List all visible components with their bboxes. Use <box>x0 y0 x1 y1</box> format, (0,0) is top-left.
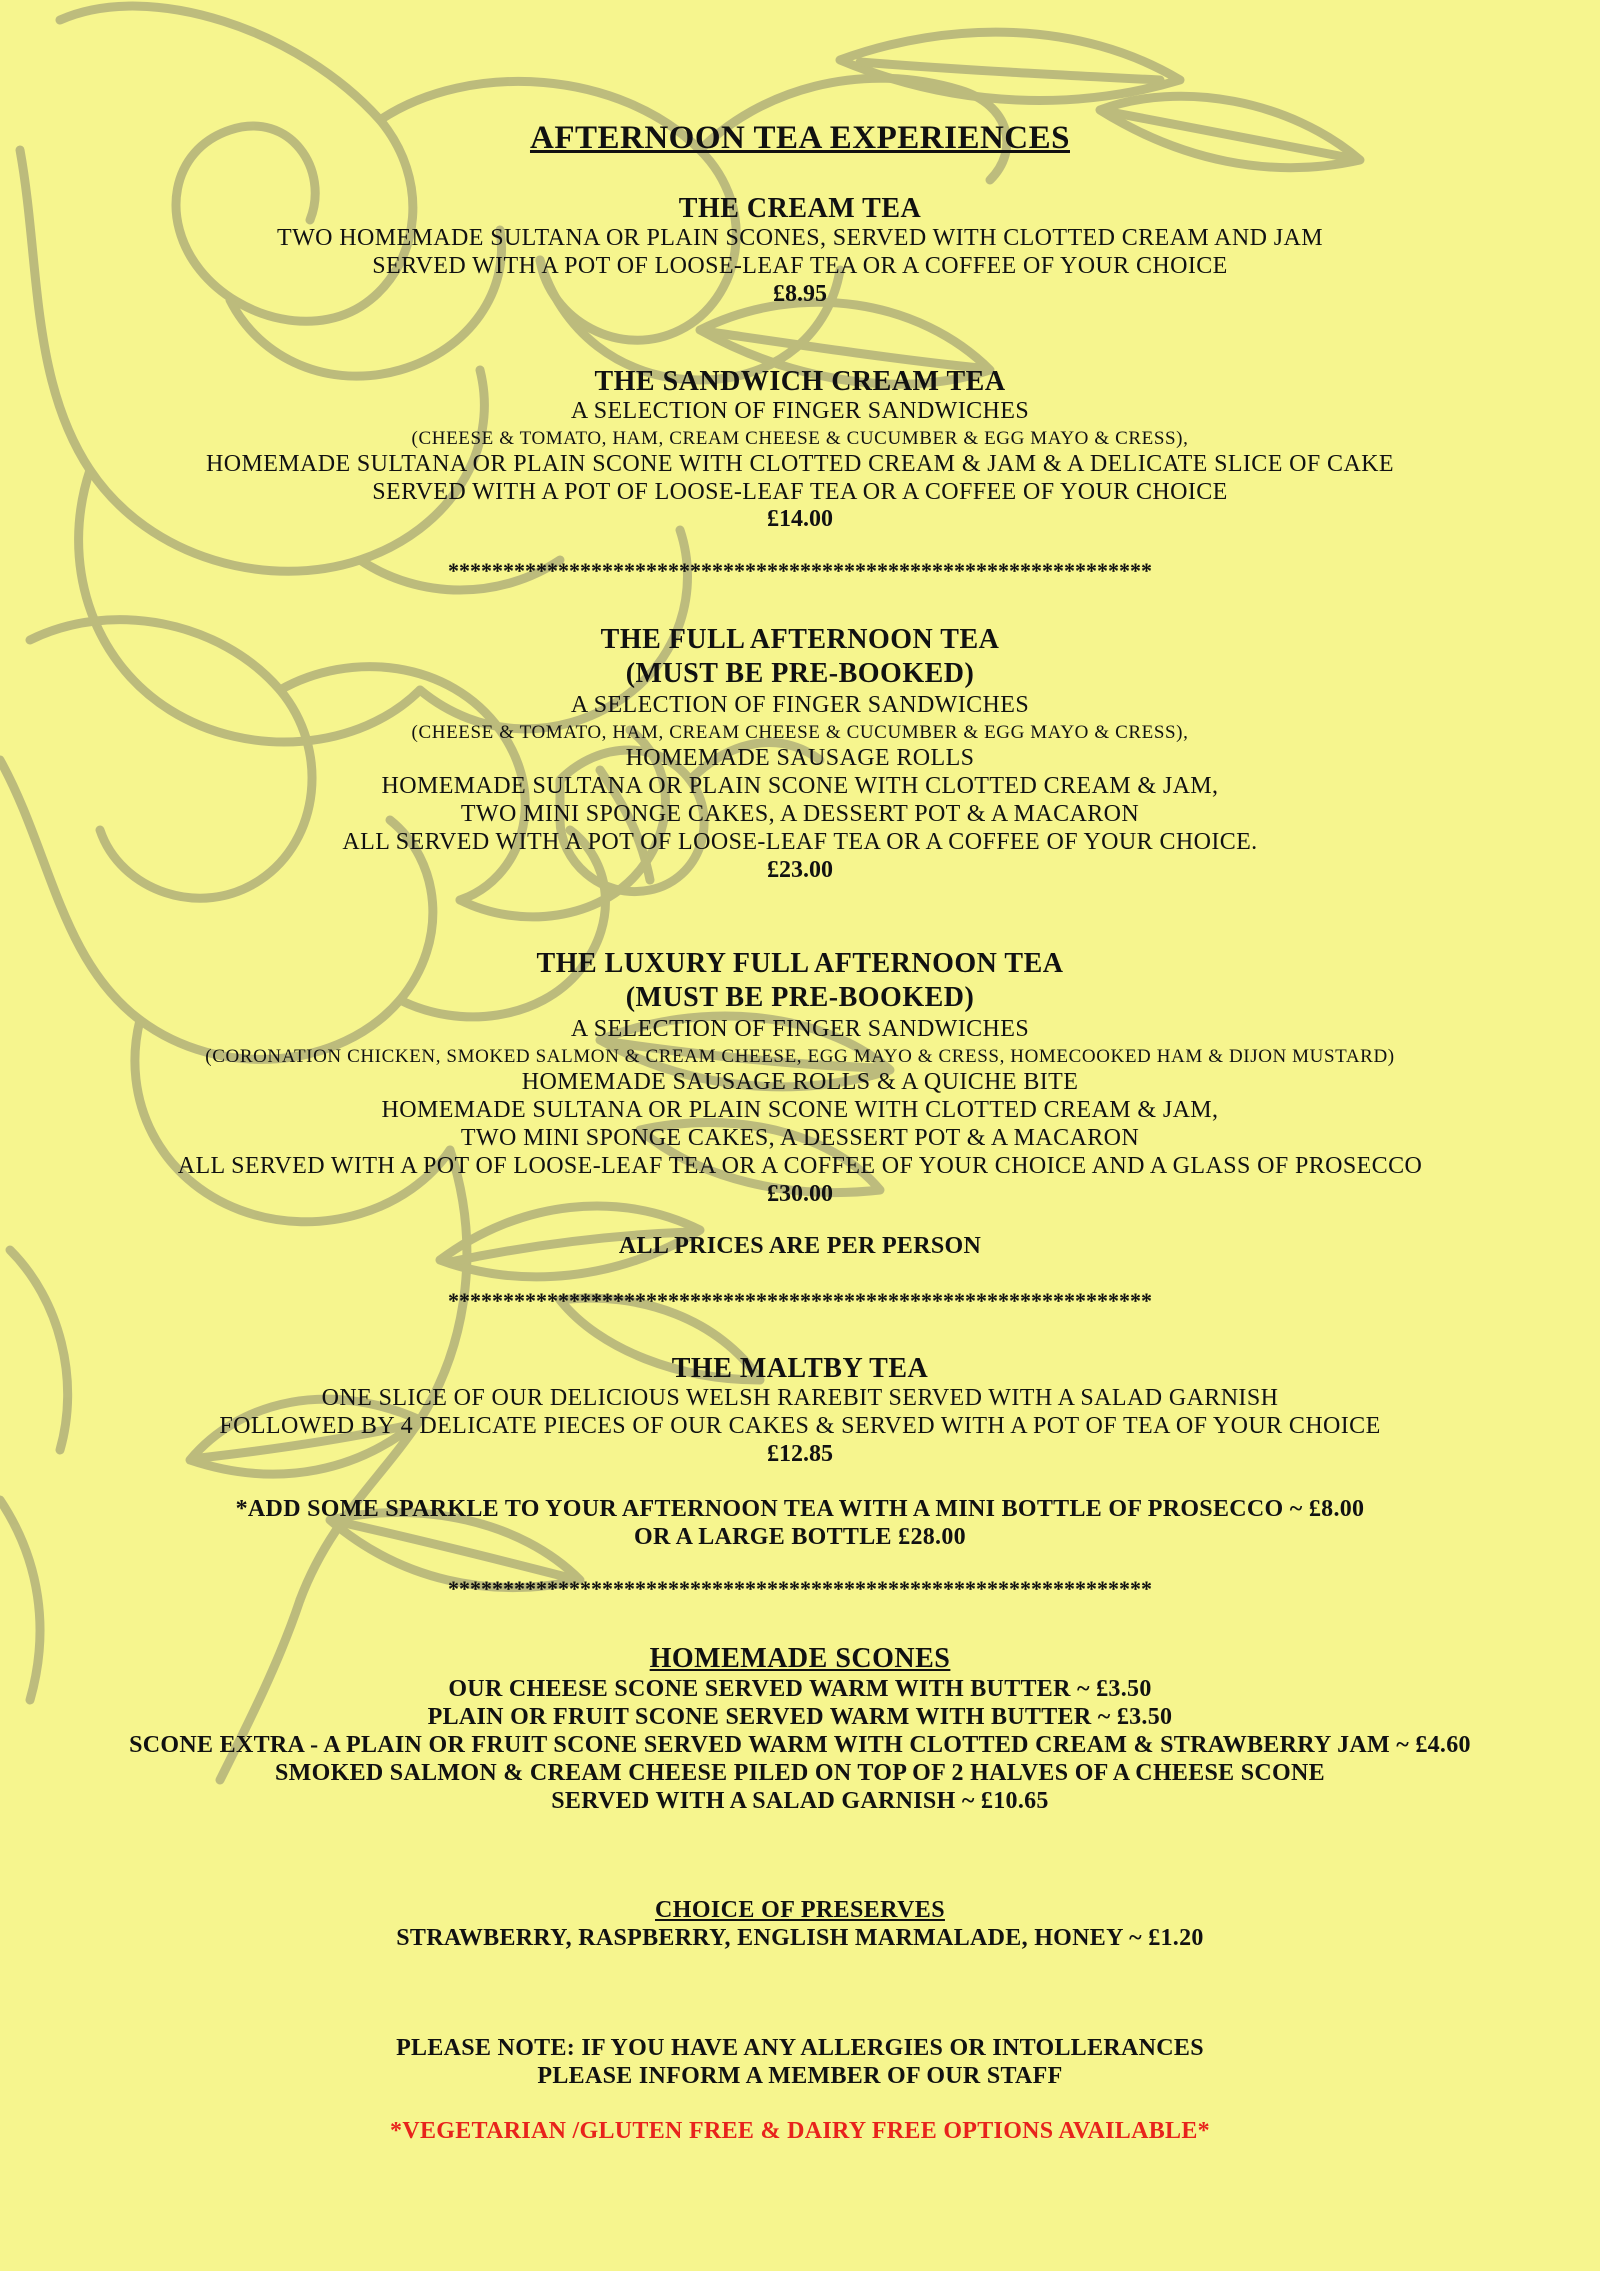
full-tea-desc-5: ALL SERVED WITH A POT OF LOOSE-LEAF TEA OR A COFFEE OF YOUR CHOICE. <box>342 829 1258 855</box>
maltby-tea-desc-1: ONE SLICE OF OUR DELICIOUS WELSH RAREBIT SERVED WITH A SALAD GARNISH <box>321 1385 1279 1411</box>
scone-item: SCONE EXTRA - A PLAIN OR FRUIT SCONE SERVED WARM WITH CLOTTED CREAM & STRAWBERRY JAM ~ £4.60 <box>129 1732 1471 1758</box>
luxury-tea-desc-4: TWO MINI SPONGE CAKES, A DESSERT POT & A MACARON <box>460 1125 1140 1151</box>
scones-heading: HOMEMADE SCONES <box>649 1643 951 1674</box>
luxury-tea-desc-1: A SELECTION OF FINGER SANDWICHES <box>570 1016 1030 1042</box>
luxury-tea-price: £30.00 <box>767 1181 833 1207</box>
per-person-note: ALL PRICES ARE PER PERSON <box>618 1233 982 1259</box>
cream-tea-desc-2: SERVED WITH A POT OF LOOSE-LEAF TEA OR A COFFEE OF YOUR CHOICE <box>372 253 1228 279</box>
maltby-tea-title: THE MALTBY TEA <box>671 1353 929 1384</box>
luxury-tea-desc-5: ALL SERVED WITH A POT OF LOOSE-LEAF TEA OR A COFFEE OF YOUR CHOICE AND A GLASS OF PROSECCO <box>177 1153 1423 1179</box>
sandwich-tea-title: THE SANDWICH CREAM TEA <box>594 366 1006 397</box>
page-title: AFTERNOON TEA EXPERIENCES <box>529 120 1070 156</box>
divider: **************************************************************** <box>448 1576 1152 1601</box>
preserves-items: STRAWBERRY, RASPBERRY, ENGLISH MARMALADE, HONEY ~ £1.20 <box>396 1925 1204 1951</box>
sandwich-tea-price: £14.00 <box>767 506 833 532</box>
maltby-tea-price: £12.85 <box>767 1441 833 1467</box>
cream-tea-title: THE CREAM TEA <box>678 193 922 224</box>
dietary-options-note: *VEGETARIAN /GLUTEN FREE & DAIRY FREE OPTIONS AVAILABLE* <box>390 2118 1210 2144</box>
sparkle-note-1: *ADD SOME SPARKLE TO YOUR AFTERNOON TEA WITH A MINI BOTTLE OF PROSECCO ~ £8.00 <box>235 1496 1365 1522</box>
full-tea-title: THE FULL AFTERNOON TEA <box>600 624 1000 655</box>
full-tea-desc-2: HOMEMADE SAUSAGE ROLLS <box>625 745 975 771</box>
full-tea-note: (MUST BE PRE-BOOKED) <box>625 658 975 689</box>
cream-tea-price: £8.95 <box>773 281 827 307</box>
allergy-note-1: PLEASE NOTE: IF YOU HAVE ANY ALLERGIES OR INTOLLERANCES <box>396 2035 1204 2061</box>
luxury-tea-title: THE LUXURY FULL AFTERNOON TEA <box>536 948 1064 979</box>
full-tea-desc-3: HOMEMADE SULTANA OR PLAIN SCONE WITH CLOTTED CREAM & JAM, <box>381 773 1219 799</box>
full-tea-desc-1: A SELECTION OF FINGER SANDWICHES <box>570 692 1030 718</box>
scone-item: OUR CHEESE SCONE SERVED WARM WITH BUTTER ~ £3.50 <box>448 1676 1152 1702</box>
scone-item: SMOKED SALMON & CREAM CHEESE PILED ON TOP OF 2 HALVES OF A CHEESE SCONE <box>275 1760 1325 1786</box>
preserves-heading: CHOICE OF PRESERVES <box>655 1897 945 1923</box>
luxury-tea-desc-3: HOMEMADE SULTANA OR PLAIN SCONE WITH CLOTTED CREAM & JAM, <box>381 1097 1219 1123</box>
divider: **************************************************************** <box>448 558 1152 583</box>
allergy-note-2: PLEASE INFORM A MEMBER OF OUR STAFF <box>537 2063 1063 2089</box>
maltby-tea-desc-2: FOLLOWED BY 4 DELICATE PIECES OF OUR CAKES & SERVED WITH A POT OF TEA OF YOUR CHOICE <box>219 1413 1381 1439</box>
cream-tea-desc-1: TWO HOMEMADE SULTANA OR PLAIN SCONES, SERVED WITH CLOTTED CREAM AND JAM <box>277 225 1323 251</box>
full-tea-desc-4: TWO MINI SPONGE CAKES, A DESSERT POT & A MACARON <box>460 801 1140 827</box>
full-tea-price: £23.00 <box>767 857 833 883</box>
sandwich-tea-fillings: (CHEESE & TOMATO, HAM, CREAM CHEESE & CUCUMBER & EGG MAYO & CRESS), <box>411 428 1189 449</box>
sandwich-tea-desc-1: A SELECTION OF FINGER SANDWICHES <box>570 398 1030 424</box>
full-tea-fillings: (CHEESE & TOMATO, HAM, CREAM CHEESE & CUCUMBER & EGG MAYO & CRESS), <box>411 722 1189 743</box>
luxury-tea-note: (MUST BE PRE-BOOKED) <box>625 982 975 1013</box>
scone-item: SERVED WITH A SALAD GARNISH ~ £10.65 <box>551 1788 1049 1814</box>
sparkle-note-2: OR A LARGE BOTTLE £28.00 <box>634 1524 966 1550</box>
sandwich-tea-desc-3: SERVED WITH A POT OF LOOSE-LEAF TEA OR A COFFEE OF YOUR CHOICE <box>372 479 1228 505</box>
divider: **************************************************************** <box>448 1288 1152 1313</box>
scone-item: PLAIN OR FRUIT SCONE SERVED WARM WITH BUTTER ~ £3.50 <box>427 1704 1173 1730</box>
luxury-tea-desc-2: HOMEMADE SAUSAGE ROLLS & A QUICHE BITE <box>521 1069 1079 1095</box>
sandwich-tea-desc-2: HOMEMADE SULTANA OR PLAIN SCONE WITH CLOTTED CREAM & JAM & A DELICATE SLICE OF CAKE <box>206 451 1394 477</box>
luxury-tea-fillings: (CORONATION CHICKEN, SMOKED SALMON & CREAM CHEESE, EGG MAYO & CRESS, HOMECOOKED HAM & DIJON MUSTARD) <box>205 1046 1395 1067</box>
